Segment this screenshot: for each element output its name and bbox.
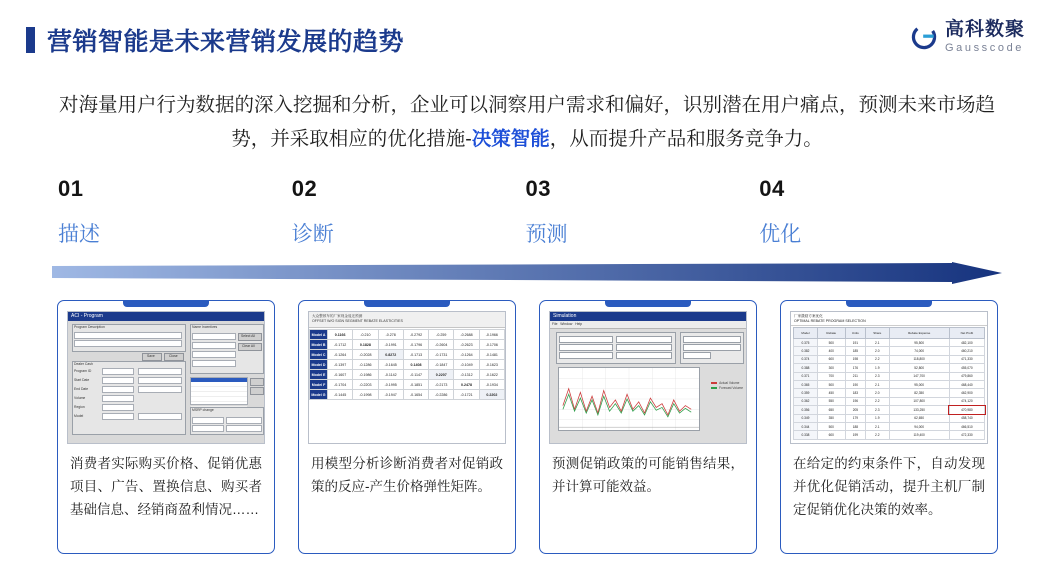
table-row bbox=[794, 364, 985, 372]
cell: -0.1645 bbox=[378, 360, 403, 370]
screenshot-titlebar: ACI - Program bbox=[68, 312, 264, 321]
cell: 2.1 bbox=[866, 380, 889, 388]
card-screenshot-optimize bbox=[790, 311, 988, 444]
cell: 600 bbox=[817, 431, 845, 439]
table-header-row bbox=[794, 328, 985, 339]
cell: 700 bbox=[817, 372, 845, 380]
table-row bbox=[310, 360, 505, 370]
matrix-title: 大众整顿车的厂家现金返还预测 bbox=[312, 314, 363, 318]
cell: -0.1713 bbox=[403, 350, 428, 360]
input-field[interactable] bbox=[683, 352, 711, 359]
cell: -0.2623 bbox=[454, 340, 479, 350]
cell: 479,860 bbox=[949, 372, 984, 380]
input-field[interactable] bbox=[683, 336, 741, 343]
table-row bbox=[794, 355, 985, 363]
cell: -0.1851 bbox=[403, 380, 428, 390]
model-list[interactable] bbox=[190, 377, 248, 405]
cell: 0.374 bbox=[794, 355, 818, 363]
cell: 95,000 bbox=[889, 380, 949, 388]
cell: -0.1721 bbox=[454, 390, 479, 400]
intro-paragraph-highlight: 决策智能 bbox=[471, 128, 550, 150]
cell: -0.2203 bbox=[353, 380, 378, 390]
row-header: Model C bbox=[310, 350, 328, 360]
row-header: Model B bbox=[310, 340, 328, 350]
card-tab bbox=[364, 300, 450, 307]
cell: 95,500 bbox=[889, 339, 949, 347]
chart-legend bbox=[711, 381, 743, 391]
col-units: Units bbox=[845, 328, 865, 339]
step-item-02 bbox=[292, 176, 526, 248]
cell: -0.2604 bbox=[429, 340, 454, 350]
card-optimize[interactable] bbox=[780, 300, 998, 554]
legend-label-forecast: Forecast Volume bbox=[719, 386, 743, 390]
cell: -0.1622 bbox=[479, 370, 504, 380]
cell: 0.365 bbox=[794, 380, 818, 388]
progress-arrow bbox=[52, 262, 1002, 286]
cell: 0.2478 bbox=[454, 380, 479, 390]
step-item-03 bbox=[526, 176, 760, 248]
cell: -0.2792 bbox=[403, 330, 428, 340]
cell: 107,800 bbox=[889, 397, 949, 405]
card-screenshot-diagnose bbox=[308, 311, 506, 444]
table-row bbox=[794, 372, 985, 380]
step-item-04 bbox=[759, 176, 993, 248]
cell: 2.3 bbox=[866, 406, 889, 414]
step-number: 01 bbox=[58, 176, 84, 201]
cell: -0.278 bbox=[378, 330, 403, 340]
cell: 62,650 bbox=[889, 414, 949, 422]
cell: 550 bbox=[817, 397, 845, 405]
input-field[interactable] bbox=[559, 336, 613, 343]
cell: -0.1986 bbox=[353, 370, 378, 380]
cell: 1.9 bbox=[866, 414, 889, 422]
step-label: 描述 bbox=[58, 223, 100, 246]
cell: -0.1623 bbox=[479, 360, 504, 370]
cell: 2.2 bbox=[866, 397, 889, 405]
cell: 0.371 bbox=[794, 372, 818, 380]
card-tab bbox=[846, 300, 932, 307]
card-tab bbox=[123, 300, 209, 307]
cell: 2.3 bbox=[866, 372, 889, 380]
cell: 0.349 bbox=[794, 414, 818, 422]
screenshot-titlebar: Simulation bbox=[550, 312, 746, 321]
cell: 460,210 bbox=[949, 347, 984, 355]
cell: 0.1828 bbox=[353, 340, 378, 350]
cell: -0.1712 bbox=[328, 340, 353, 350]
cell: -0.1607 bbox=[328, 370, 353, 380]
cell: 450 bbox=[817, 389, 845, 397]
cell: 300 bbox=[817, 364, 845, 372]
cell: 0.1166 bbox=[328, 330, 353, 340]
cell: 147,700 bbox=[889, 372, 949, 380]
cell: -0.2688 bbox=[454, 330, 479, 340]
cell: -0.1934 bbox=[479, 380, 504, 390]
cell: -0.2028 bbox=[353, 350, 378, 360]
cell: 190 bbox=[845, 380, 865, 388]
card-diagnose[interactable] bbox=[298, 300, 516, 554]
cell: 0.2202 bbox=[479, 390, 504, 400]
report-subtitle: OPTIMAL REBATE PROGRAM SELECTION bbox=[794, 319, 866, 323]
cell: -0.1991 bbox=[378, 340, 403, 350]
cell: 472,330 bbox=[949, 431, 984, 439]
title-accent-bar bbox=[26, 27, 35, 53]
cell: 196 bbox=[845, 397, 865, 405]
input-field[interactable] bbox=[559, 352, 613, 359]
legend-swatch-actual bbox=[711, 382, 717, 384]
cell: 455,070 bbox=[949, 364, 984, 372]
step-number: 04 bbox=[759, 176, 785, 201]
table-row bbox=[794, 389, 985, 397]
legend-label-actual: Actual Volume bbox=[719, 381, 740, 385]
button-label-clear-all[interactable]: Clear All bbox=[242, 344, 255, 348]
cell: -0.2173 bbox=[429, 380, 454, 390]
cell: -0.1654 bbox=[403, 390, 428, 400]
table-row bbox=[794, 347, 985, 355]
button-label-close[interactable]: Close bbox=[169, 354, 178, 358]
cell: 400 bbox=[817, 347, 845, 355]
forecast-plot-svg bbox=[559, 368, 699, 430]
cell: -0.1995 bbox=[378, 380, 403, 390]
cell: 1.9 bbox=[866, 364, 889, 372]
card-caption: 预测促销政策的可能销售结果，并计算可能效益。 bbox=[552, 456, 744, 494]
cell: -0.1049 bbox=[454, 360, 479, 370]
cell: 176 bbox=[845, 364, 865, 372]
intro-paragraph-part2: ，从而提升产品和服务竞争力。 bbox=[549, 128, 823, 150]
cell: 0.359 bbox=[794, 389, 818, 397]
page-title: 营销智能是未来营销发展的趋势 bbox=[47, 28, 405, 56]
cell: 133,250 bbox=[889, 406, 949, 414]
input-field[interactable] bbox=[683, 344, 741, 351]
cell: 183 bbox=[845, 389, 865, 397]
field-label-region: Region bbox=[74, 405, 85, 409]
cell: 119,400 bbox=[889, 431, 949, 439]
field-label-model: Model bbox=[74, 414, 84, 418]
card-screenshot-predict bbox=[549, 311, 747, 444]
panel-label-dealer-cash: Dealer Cash bbox=[74, 362, 93, 366]
page-header bbox=[26, 22, 404, 58]
progress-arrow-shape bbox=[52, 262, 1002, 286]
row-header: Model E bbox=[310, 370, 328, 380]
cell: -0.1704 bbox=[328, 380, 353, 390]
cell: -0.1397 bbox=[328, 360, 353, 370]
step-label: 预测 bbox=[525, 223, 568, 246]
col-rebate: Rebate bbox=[817, 328, 845, 339]
panel-label-name-incentives: Name Incentives bbox=[192, 325, 218, 329]
cell: 500 bbox=[817, 422, 845, 430]
step-item-01 bbox=[58, 176, 292, 248]
elasticity-matrix-table bbox=[309, 329, 505, 400]
table-row bbox=[794, 380, 985, 388]
table-row bbox=[310, 370, 505, 380]
cell: 191 bbox=[845, 339, 865, 347]
brand-logo bbox=[911, 20, 1025, 54]
cell: 2.2 bbox=[866, 431, 889, 439]
cell: 205 bbox=[845, 406, 865, 414]
panel-label-program-description: Program Description bbox=[74, 325, 105, 329]
cell: 500 bbox=[817, 339, 845, 347]
cell: 500 bbox=[817, 380, 845, 388]
card-caption: 在给定的约束条件下，自动发现并优化促销活动，提升主机厂制定促销优化决策的效率。 bbox=[793, 456, 985, 517]
step-label: 优化 bbox=[759, 223, 802, 246]
intro-paragraph-part1: 对海量用户行为数据的深入挖掘和分析，企业可以洞察用户需求和偏好，识别潜在用户痛点，预测未来市场趋势，并采取相应的优化措施- bbox=[58, 94, 995, 150]
cell: 188 bbox=[845, 422, 865, 430]
cell: 118,800 bbox=[889, 355, 949, 363]
cell: 211 bbox=[845, 372, 865, 380]
card-screenshot-describe bbox=[67, 311, 265, 444]
menu-file[interactable]: File bbox=[552, 322, 558, 326]
cell: 600 bbox=[817, 355, 845, 363]
cell: 0.338 bbox=[794, 431, 818, 439]
card-predict[interactable] bbox=[539, 300, 757, 554]
cell: 0.382 bbox=[794, 347, 818, 355]
step-number: 02 bbox=[291, 176, 318, 201]
table-row bbox=[794, 397, 985, 405]
cell: 0.344 bbox=[794, 422, 818, 430]
table-row bbox=[794, 339, 985, 347]
step-label: 诊断 bbox=[291, 223, 334, 246]
cell: 462,900 bbox=[949, 389, 984, 397]
cell: 74,000 bbox=[889, 347, 949, 355]
cell: -0.1966 bbox=[479, 330, 504, 340]
cell: 199 bbox=[845, 431, 865, 439]
table-row bbox=[310, 330, 505, 340]
input-field[interactable] bbox=[616, 344, 672, 351]
cell: -0.1147 bbox=[403, 370, 428, 380]
field-label-start-date: Start Date bbox=[74, 378, 90, 382]
table-row bbox=[310, 350, 505, 360]
cell: -0.1731 bbox=[429, 350, 454, 360]
cell: 0.1408 bbox=[403, 360, 428, 370]
input-field[interactable] bbox=[616, 336, 672, 343]
field-label-program-id: Program ID bbox=[74, 369, 92, 373]
cell: -0.1481 bbox=[479, 350, 504, 360]
button-label-save[interactable]: Save bbox=[147, 354, 155, 358]
cell: 468,440 bbox=[949, 380, 984, 388]
col-model: Model bbox=[794, 328, 818, 339]
card-caption: 消费者实际购买价格、促销优惠项目、广告、置换信息、购买者基础信息、经销商盈利情况…… bbox=[70, 456, 262, 517]
cell: 179 bbox=[845, 414, 865, 422]
card-caption: 用模型分析诊断消费者对促销政策的反应-产生价格弹性矩阵。 bbox=[311, 456, 503, 494]
cell: 350 bbox=[817, 414, 845, 422]
table-row bbox=[310, 380, 505, 390]
cell: -0.1847 bbox=[429, 360, 454, 370]
report-title: 厂家激励方案优化 bbox=[794, 314, 823, 318]
table-row bbox=[794, 414, 985, 422]
legend-swatch-forecast bbox=[711, 387, 717, 389]
cell: -0.1998 bbox=[353, 390, 378, 400]
button-label-select-all[interactable]: Select All bbox=[241, 334, 255, 338]
cell: -0.1142 bbox=[378, 370, 403, 380]
cell: 2.0 bbox=[866, 347, 889, 355]
table-row bbox=[310, 390, 505, 400]
cell: 458,740 bbox=[949, 414, 984, 422]
row-header: Model D bbox=[310, 360, 328, 370]
menu-window[interactable]: Window bbox=[560, 322, 573, 326]
cell: -0.1445 bbox=[328, 390, 353, 400]
field-label-end-date: End Date bbox=[74, 387, 89, 391]
cell: -0.1286 bbox=[353, 360, 378, 370]
input-field[interactable] bbox=[559, 344, 613, 351]
step-number: 03 bbox=[525, 176, 551, 201]
cell: 471,330 bbox=[949, 355, 984, 363]
cell: 198 bbox=[845, 355, 865, 363]
col-share: Share bbox=[866, 328, 889, 339]
table-row bbox=[794, 431, 985, 439]
cell: 650 bbox=[817, 406, 845, 414]
cell: 2.0 bbox=[866, 389, 889, 397]
cell: -0.1796 bbox=[403, 340, 428, 350]
cell: 0.2207 bbox=[429, 370, 454, 380]
cell: 466,510 bbox=[949, 422, 984, 430]
card-describe[interactable] bbox=[57, 300, 275, 554]
input-field[interactable] bbox=[616, 352, 672, 359]
cell: -0.1264 bbox=[328, 350, 353, 360]
card-tab bbox=[605, 300, 691, 307]
panel-label-msrp-change: MSRP change bbox=[192, 408, 214, 412]
table-row bbox=[310, 340, 505, 350]
cell-highlight: 470,980 bbox=[949, 406, 984, 414]
gausscode-g-icon bbox=[911, 24, 937, 50]
row-header: Model G bbox=[310, 390, 328, 400]
cell: -0.1312 bbox=[454, 370, 479, 380]
field-label-volume: Volume bbox=[74, 396, 86, 400]
cell: -0.210 bbox=[353, 330, 378, 340]
table-row bbox=[794, 406, 985, 414]
cell: 82,350 bbox=[889, 389, 949, 397]
cell: 2.2 bbox=[866, 355, 889, 363]
cell: 2.1 bbox=[866, 339, 889, 347]
cell: -0.259 bbox=[429, 330, 454, 340]
cell: 474,120 bbox=[949, 397, 984, 405]
intro-paragraph bbox=[52, 88, 1002, 156]
col-rebate-expense: Rebate Expense bbox=[889, 328, 949, 339]
cell: 0.362 bbox=[794, 397, 818, 405]
card-list bbox=[57, 300, 998, 554]
logo-text-cn: 高科数聚 bbox=[944, 19, 1025, 40]
forecast-plot bbox=[558, 367, 700, 431]
col-net-profit: Net Profit bbox=[949, 328, 984, 339]
cell: -0.1264 bbox=[454, 350, 479, 360]
table-row bbox=[794, 422, 985, 430]
optimization-report-table bbox=[793, 327, 985, 440]
row-header: Model A bbox=[310, 330, 328, 340]
cell: 185 bbox=[845, 347, 865, 355]
menu-help[interactable]: Help bbox=[575, 322, 583, 326]
cell: 94,000 bbox=[889, 422, 949, 430]
cell: -0.2286 bbox=[429, 390, 454, 400]
cell: -0.1947 bbox=[378, 390, 403, 400]
cell: 0.388 bbox=[794, 364, 818, 372]
cell: 2.1 bbox=[866, 422, 889, 430]
matrix-subtitle: OFFSET W/O SIGN SEGMENT REBATE ELASTICITIES bbox=[312, 319, 403, 323]
cell: 0.8272 bbox=[378, 350, 403, 360]
cell: 482,100 bbox=[949, 339, 984, 347]
cell: -0.1706 bbox=[479, 340, 504, 350]
step-list bbox=[58, 176, 993, 248]
row-header: Model F bbox=[310, 380, 328, 390]
menu-bar[interactable] bbox=[550, 321, 746, 329]
cell: 52,800 bbox=[889, 364, 949, 372]
cell: 0.375 bbox=[794, 339, 818, 347]
cell: 0.356 bbox=[794, 406, 818, 414]
logo-text-en: Gausscode bbox=[944, 42, 1025, 54]
